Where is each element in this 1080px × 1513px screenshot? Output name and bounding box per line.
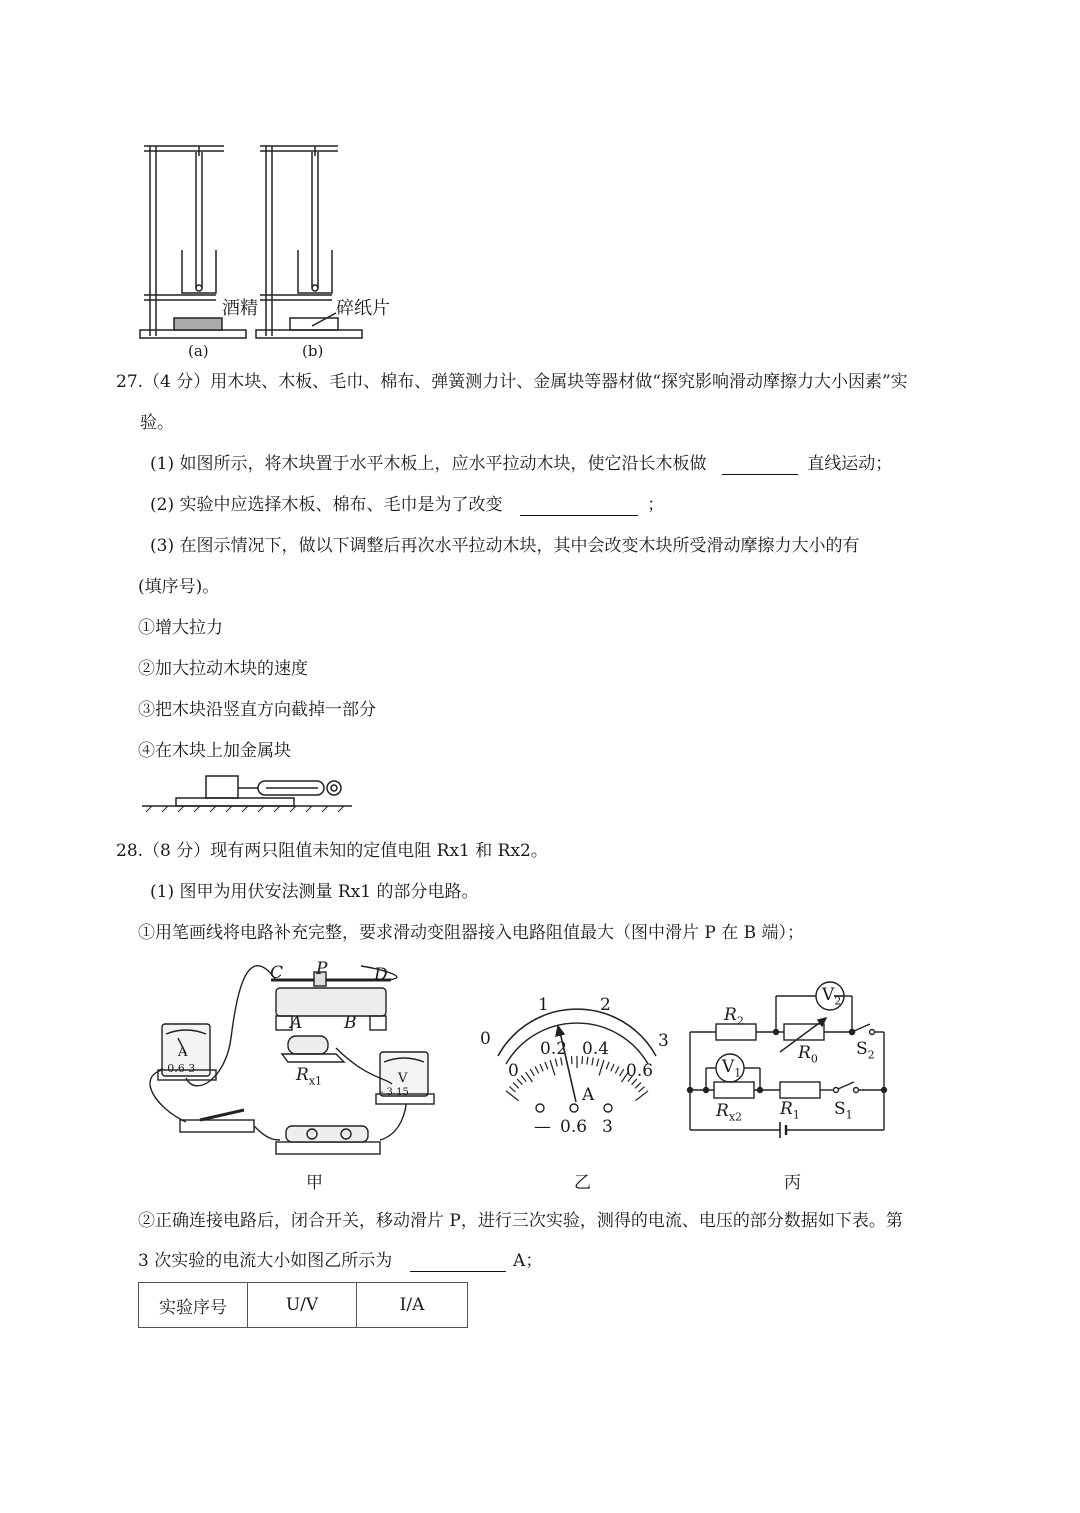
bing-label-S2-S: S [856,1039,868,1059]
jia-label-Rx1 [296,1064,322,1092]
q27-part1 [150,453,892,475]
jia-label-Rx1-sub: x1 [308,1074,323,1088]
bing-label-V2-sub: 2 [834,994,842,1008]
dial-tick [513,1083,519,1089]
jia-label-B: B [344,1013,357,1033]
bing-label-R0 [798,1042,818,1070]
q27-option-3: ③把木块沿竖直方向截掉一部分 [138,700,376,720]
dial-tick [636,1091,649,1101]
yi-tick-06: 0.6 [626,1061,654,1081]
bing-label-R0-R: R [798,1043,811,1063]
yi-tick-2-top: 2 [600,995,611,1015]
q27-option-1: ①增大拉力 [138,618,223,638]
q27-line1: 27.（4 分）用木块、木板、毛巾、棉布、弹簧测力计、金属块等器材做“探究影响滑动摩擦力大小因素”实 [116,372,908,392]
dial-tick [639,1087,645,1092]
q27-option-2: ②加大拉动木块的速度 [138,659,308,679]
q28-sub2-suffix: A； [513,1251,543,1271]
bing-label-R1-sub: 1 [792,1108,800,1122]
bing-caption: 丙 [784,1173,801,1193]
jia-ammeter-symbol: A [178,1045,188,1060]
bing-label-V1 [722,1056,741,1084]
q27-part2 [150,494,664,516]
bing-label-R1-R: R [780,1099,793,1119]
figure-bing-circuit-diagram [684,978,904,1198]
q27-part2-suffix: ； [647,495,665,515]
jia-caption: 甲 [306,1173,323,1193]
dial-tick [521,1075,526,1081]
figure-jia-circuit [136,958,456,1198]
bing-label-S1-S: S [834,1099,846,1119]
dial-tick [506,1091,519,1101]
bing-label-R2-sub: 2 [736,1014,744,1028]
jia-label-A: A [290,1013,303,1033]
dial-tick [635,1083,641,1089]
q27-part1-suffix: 直线运动； [807,454,893,474]
answer-blank-1[interactable] [722,456,798,475]
jia-label-C: C [270,963,284,983]
bing-label-V1-V: V [722,1057,735,1077]
bing-label-Rx2-sub: x2 [728,1110,743,1124]
q28-sub2-line1: ②正确连接电路后，闭合开关，移动滑片 P，进行三次实验，测得的电流、电压的部分数据如下表。第 [138,1211,903,1231]
q28-sub2-line2 [138,1250,542,1272]
dial-tick [540,1064,543,1071]
dial-tick [611,1064,614,1071]
bing-label-S1-sub: 1 [845,1108,853,1122]
dial-tick [620,1069,624,1076]
yi-caption: 乙 [574,1173,591,1193]
answer-blank-2[interactable] [520,497,638,516]
yi-tick-02: 0.2 [540,1039,568,1059]
jia-label-D: D [374,965,388,985]
figure-26-stands [136,138,416,368]
q28-line1: 28.（8 分）现有两只阻值未知的定值电阻 Rx1 和 Rx2。 [116,841,548,861]
figure-27-block-spring-scale [138,770,358,812]
label-alcohol: 酒精 [222,298,258,319]
q28-sub2-text: 3 次实验的电流大小如图乙所示为 [138,1251,393,1271]
yi-tick-04: 0.4 [582,1039,610,1059]
q27-option-4: ④在木块上加金属块 [138,741,291,761]
caption-a: (a) [188,342,209,360]
dial-tick [599,1060,604,1075]
q28-sub1: ①用笔画线将电路补充完整，要求滑动变阻器接入电路阻值最大（图中滑片 P 在 B 端）； [138,923,805,943]
q28-part1: (1) 图甲为用伏安法测量 Rx1 的部分电路。 [150,882,479,902]
dial-tick [545,1062,548,1070]
q27-line2: 验。 [140,413,174,433]
yi-tick-1-top: 1 [538,995,549,1015]
bing-label-S2-sub: 2 [867,1048,875,1062]
dial-tick [550,1060,555,1075]
dial-tick [530,1069,534,1076]
yi-terminal-neg: — [534,1117,551,1137]
dial-tick [615,1066,619,1073]
q27-part1-text: (1) 如图所示，将木块置于水平木板上，应水平拉动木块，使它沿长木板做 [150,454,707,474]
table-header-cell: U/V [248,1283,357,1328]
table-header-cell: 实验序号 [139,1283,248,1328]
bing-label-R2 [724,1004,744,1032]
q27-part2-text: (2) 实验中应选择木板、棉布、毛巾是为了改变 [150,495,503,515]
bing-label-R1 [780,1098,800,1126]
data-table [138,1282,468,1328]
bing-label-R2-R: R [724,1005,737,1025]
figure-yi-ammeter-dial [478,990,678,1198]
yi-tick-0-top: 0 [480,1029,491,1049]
caption-b: (b) [302,342,324,360]
yi-terminal-3: 3 [602,1117,613,1137]
yi-tick-0-bottom: 0 [508,1061,519,1081]
dial-tick [606,1062,609,1070]
jia-label-P: P [316,959,328,979]
bing-label-R0-sub: 0 [810,1052,818,1066]
table-header-row [139,1283,468,1328]
yi-tick-3-top: 3 [658,1031,669,1051]
bing-label-Rx2-R: R [716,1101,729,1121]
bing-label-V2-V: V [822,985,835,1005]
bing-label-S1 [834,1098,853,1126]
answer-blank-current[interactable] [410,1253,506,1272]
jia-voltmeter-symbol: V [398,1071,408,1086]
q27-part3-line1: (3) 在图示情况下，做以下调整后再次水平拉动木块，其中会改变木块所受滑动摩擦力大小的有 [150,536,860,556]
dial-tick [535,1066,539,1073]
q27-part3-line2: (填序号)。 [138,577,220,597]
dial-tick [526,1072,533,1082]
bing-label-V2 [822,984,841,1012]
yi-terminal-06: 0.6 [560,1117,588,1137]
jia-label-Rx1-R: R [296,1065,309,1085]
dial-tick [509,1087,515,1092]
bing-label-S2 [856,1038,875,1066]
jia-voltmeter-terminals: - 3 15 [380,1087,409,1098]
bing-label-Rx2 [716,1100,742,1128]
table-header-cell: I/A [357,1283,468,1328]
bing-label-V1-sub: 1 [734,1066,742,1080]
dial-tick [572,1056,573,1064]
jia-ammeter-terminals: - 0.6 3 [160,1062,196,1075]
yi-unit: A [582,1085,595,1105]
label-paper: 碎纸片 [336,298,390,319]
